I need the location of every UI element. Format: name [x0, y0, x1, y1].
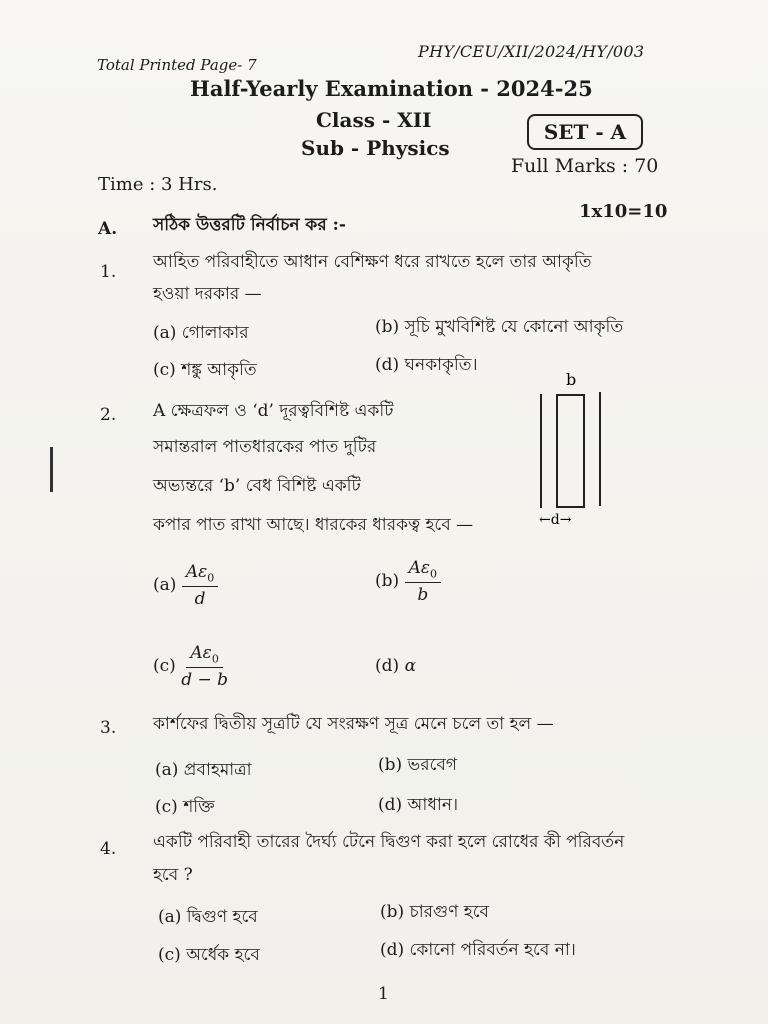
section-letter: A.: [98, 219, 118, 239]
option-d: (d) কোনো পরিবর্তন হবে না।: [380, 940, 576, 960]
option-value: α: [404, 656, 417, 676]
capacitor-diagram: [525, 368, 615, 528]
option-a: (a) প্রবাহমাত্রা: [155, 760, 252, 780]
figure-d-label: ←d→: [539, 512, 572, 528]
question-number: 1.: [100, 262, 117, 282]
option-a: (a) গোলাকার: [153, 323, 249, 343]
option-d: (d) ঘনকাকৃতি।: [375, 355, 478, 375]
option-c: (c) শক্তি: [155, 797, 215, 817]
option-a: (a) দ্বিগুণ হবে: [158, 907, 258, 927]
option-label: (b): [375, 571, 400, 592]
option-b: (b) চারগুণ হবে: [380, 902, 489, 922]
fraction-denominator: b: [417, 585, 429, 606]
fraction: [181, 643, 228, 690]
printed-pages: Total Printed Page- 7: [97, 56, 257, 74]
section-title: সঠিক উত্তরটি নির্বাচন কর :-: [153, 215, 346, 235]
fraction-numerator: Aε: [190, 643, 212, 663]
fraction-numerator: Aε: [185, 562, 208, 582]
option-c: [153, 643, 228, 690]
subscript: 0: [207, 571, 215, 585]
question-text-line: আহিত পরিবাহীতে আধান বেশিক্ষণ ধরে রাখতে হলে তার আকৃতি: [153, 252, 592, 272]
fraction-numerator: Aε: [408, 558, 430, 578]
fraction-denominator: d: [194, 589, 206, 610]
fraction: [405, 558, 441, 605]
question-number: 2.: [100, 405, 117, 425]
option-b: [375, 558, 441, 605]
section-marks: 1x10=10: [579, 201, 668, 222]
option-d: [375, 656, 416, 676]
option-c: (c) শঙ্কু আকৃতি: [153, 360, 257, 380]
full-marks: Full Marks : 70: [511, 155, 659, 177]
class-label: Class - XII: [316, 108, 432, 132]
exam-title: Half-Yearly Examination - 2024-25: [190, 76, 593, 101]
figure-b-label: b: [566, 370, 577, 389]
question-text-line: A ক্ষেত্রফল ও ‘d’ দূরত্ববিশিষ্ট একটি: [153, 401, 394, 421]
question-text-line: কার্শফের দ্বিতীয় সূত্রটি যে সংরক্ষণ সূত্র মেনে চলে তা হল —: [153, 714, 554, 734]
subscript: 0: [211, 652, 219, 666]
question-text-line: সমান্তরাল পাতধারকের পাত দুটির: [153, 437, 377, 457]
option-b: (b) সূচি মুখবিশিষ্ট যে কোনো আকৃতি: [375, 317, 624, 337]
margin-mark: [50, 447, 53, 492]
option-d: (d) আধান।: [378, 795, 459, 815]
subject-label: Sub - Physics: [301, 136, 450, 160]
question-number: 3.: [100, 718, 117, 738]
time-label: Time : 3 Hrs.: [98, 174, 218, 195]
question-number: 4.: [100, 839, 117, 859]
copper-slab: [557, 395, 584, 507]
set-badge: SET - A: [527, 114, 643, 150]
fraction-denominator: d − b: [181, 670, 229, 691]
question-text-line: অভ্যন্তরে ‘b’ বেধ বিশিষ্ট একটি: [153, 476, 361, 496]
option-b: (b) ভরবেগ: [378, 755, 458, 775]
question-text-line: হওয়া দরকার —: [153, 284, 262, 304]
question-text-line: হবে ?: [153, 865, 193, 885]
option-label: (d): [375, 656, 400, 676]
paper-code: PHY/CEU/XII/2024/HY/003: [418, 42, 645, 61]
subscript: 0: [429, 567, 437, 581]
option-label: (a): [153, 575, 177, 596]
page-number: 1: [378, 984, 389, 1004]
question-text-line: একটি পরিবাহী তারের দৈর্ঘ্য টেনে দ্বিগুণ করা হলে রোধের কী পরিবর্তন: [153, 832, 625, 852]
option-a: [153, 562, 218, 609]
question-text-line: কপার পাত রাখা আছে। ধারকের ধারকত্ব হবে —: [153, 515, 474, 535]
fraction: [182, 562, 218, 609]
option-c: (c) অর্ধেক হবে: [158, 945, 260, 965]
option-label: (c): [153, 656, 176, 677]
